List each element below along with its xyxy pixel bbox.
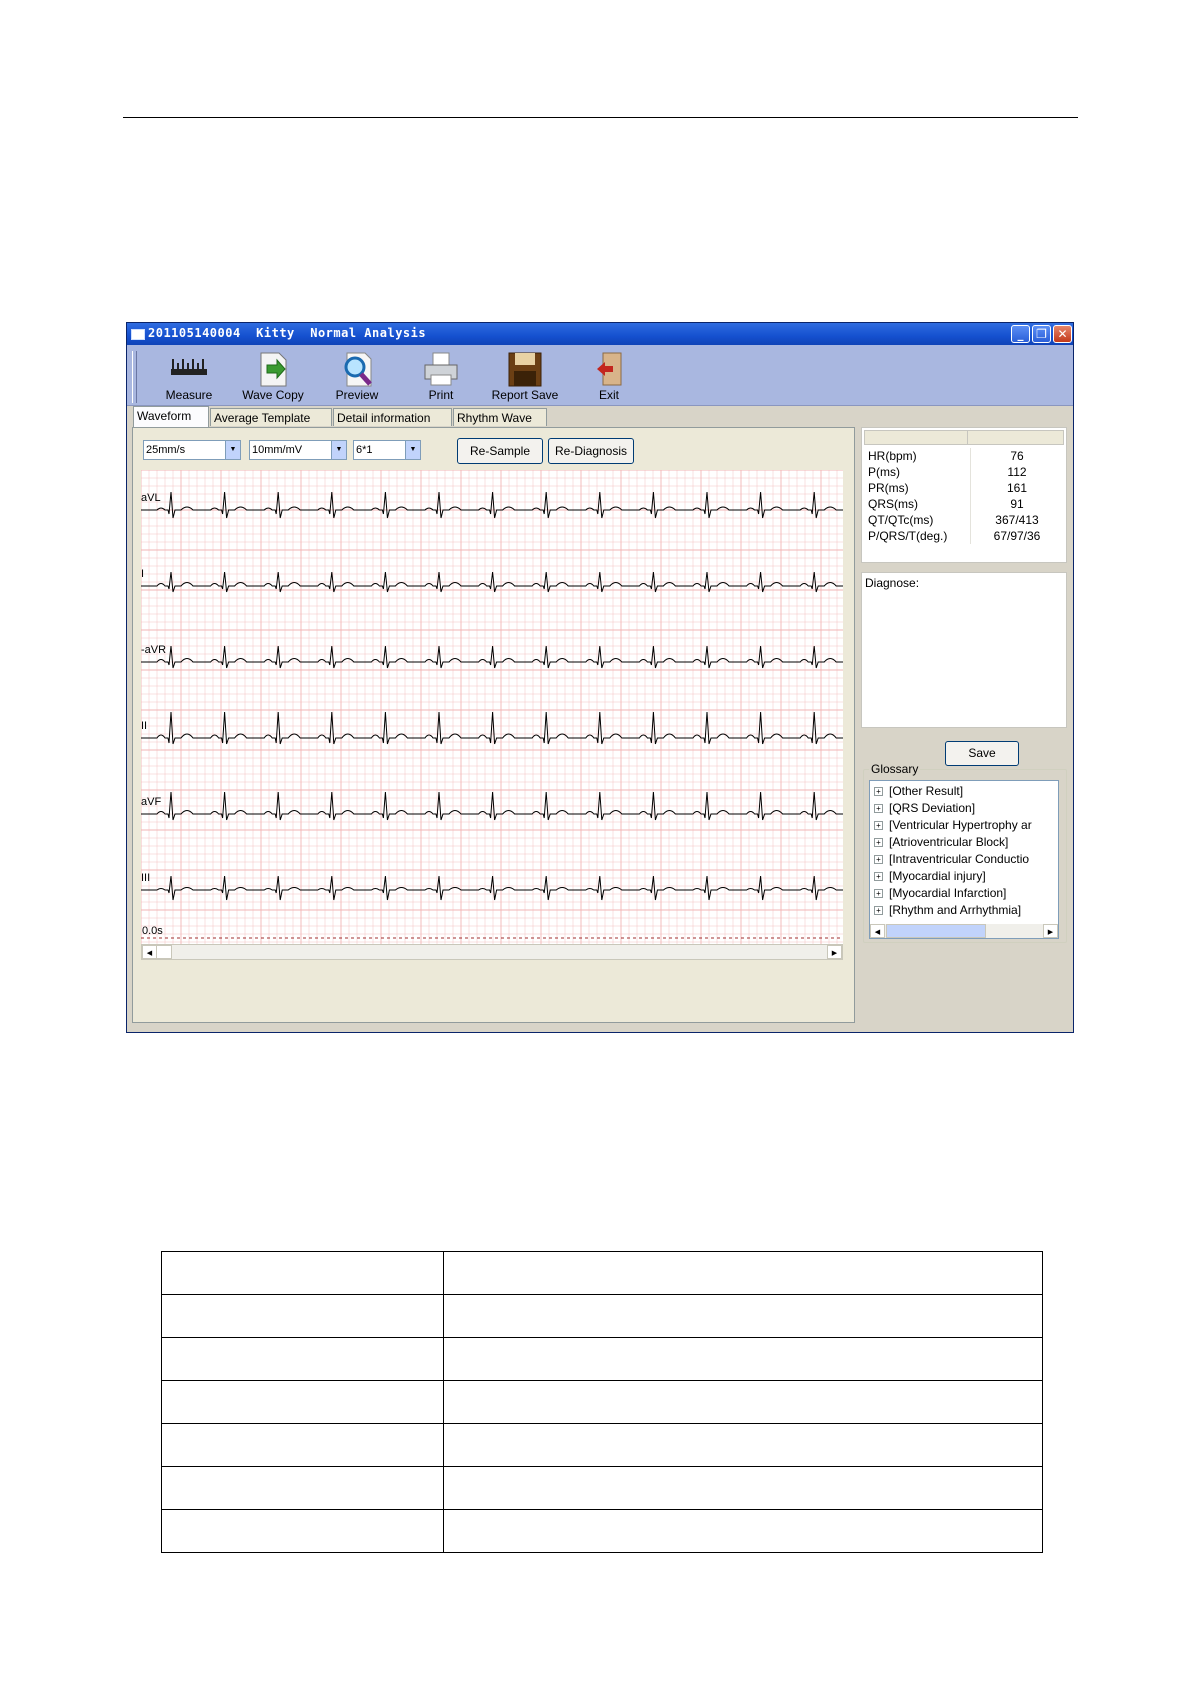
ecg-trace-avl bbox=[141, 492, 843, 518]
print-label: Print bbox=[428, 388, 454, 402]
printer-icon bbox=[421, 351, 461, 387]
glossary-item-label: [Atrioventricular Block] bbox=[889, 835, 1009, 849]
measurement-value: 91 bbox=[970, 496, 1063, 512]
expand-plus-icon[interactable]: + bbox=[874, 889, 883, 898]
toolbar bbox=[127, 345, 1073, 406]
glossary-item-label: [Myocardial Infarction] bbox=[889, 886, 1007, 900]
table-cell bbox=[162, 1295, 444, 1338]
measurement-value: 112 bbox=[970, 464, 1063, 480]
gain-select[interactable] bbox=[249, 440, 347, 460]
table-cell bbox=[444, 1295, 1043, 1338]
time-label: 0.0s bbox=[142, 925, 163, 937]
window-title: 201105140004 Kitty Normal Analysis bbox=[148, 326, 427, 340]
scroll-thumb[interactable] bbox=[156, 945, 172, 959]
floppy-disk-icon bbox=[505, 351, 545, 387]
table-cell bbox=[162, 1252, 444, 1295]
glossary-item-label: [Other Result] bbox=[889, 784, 964, 798]
scroll-right-arrow-icon[interactable]: ▶ bbox=[827, 945, 842, 959]
print-button[interactable] bbox=[399, 351, 483, 403]
measurement-table bbox=[861, 427, 1067, 563]
tab-average-template[interactable]: Average Template bbox=[210, 408, 332, 426]
expand-plus-icon[interactable]: + bbox=[874, 855, 883, 864]
title-bar[interactable] bbox=[127, 323, 1073, 345]
table-cell bbox=[162, 1381, 444, 1424]
measurement-name: P(ms) bbox=[868, 465, 900, 479]
measurement-row bbox=[866, 480, 1062, 496]
measurement-name: PR(ms) bbox=[868, 481, 909, 495]
measurement-name: QRS(ms) bbox=[868, 497, 918, 511]
table-row bbox=[162, 1467, 1043, 1510]
measurement-row bbox=[866, 512, 1062, 528]
report-save-label: Report Save bbox=[491, 388, 559, 402]
measurement-row bbox=[866, 496, 1062, 512]
measurement-value: 67/97/36 bbox=[970, 528, 1063, 544]
measurement-value: 76 bbox=[970, 448, 1063, 464]
measurement-header bbox=[864, 430, 1064, 445]
speed-value: 25mm/s bbox=[146, 444, 186, 456]
diagnose-label: Diagnose: bbox=[865, 576, 920, 590]
table-row bbox=[162, 1295, 1043, 1338]
measurement-name: QT/QTc(ms) bbox=[868, 513, 934, 527]
glossary-item[interactable] bbox=[874, 868, 986, 884]
restore-button[interactable]: ❐ bbox=[1032, 325, 1051, 343]
table-row bbox=[162, 1510, 1043, 1553]
table-row bbox=[162, 1252, 1043, 1295]
measurement-value: 367/413 bbox=[970, 512, 1063, 528]
copy-document-icon bbox=[253, 351, 293, 387]
table-cell bbox=[444, 1467, 1043, 1510]
scroll-right-arrow-icon[interactable]: ▶ bbox=[1043, 924, 1058, 938]
table-row bbox=[162, 1381, 1043, 1424]
re-sample-button[interactable]: Re-Sample bbox=[457, 438, 543, 464]
tab-rhythm-wave[interactable]: Rhythm Wave bbox=[453, 408, 547, 426]
glossary-item-label: [Myocardial injury] bbox=[889, 869, 986, 883]
expand-plus-icon[interactable]: + bbox=[874, 804, 883, 813]
glossary-item-label: [QRS Deviation] bbox=[889, 801, 976, 815]
glossary-scrollbar[interactable] bbox=[870, 924, 1058, 938]
table-cell bbox=[444, 1338, 1043, 1381]
measurement-row bbox=[866, 528, 1062, 544]
measurement-name: P/QRS/T(deg.) bbox=[868, 529, 948, 543]
report-save-button[interactable] bbox=[483, 351, 567, 403]
glossary-item-label: [Ventricular Hypertrophy ar bbox=[889, 818, 1032, 832]
table-cell bbox=[444, 1252, 1043, 1295]
measurement-name: HR(bpm) bbox=[868, 449, 917, 463]
analysis-window bbox=[126, 322, 1074, 1033]
lead-label-iii: III bbox=[141, 872, 151, 884]
parameter-table bbox=[161, 1251, 1043, 1553]
speed-select[interactable] bbox=[143, 440, 241, 460]
chevron-down-icon[interactable]: ▼ bbox=[405, 441, 420, 459]
table-cell bbox=[444, 1510, 1043, 1553]
re-diagnosis-button[interactable]: Re-Diagnosis bbox=[548, 438, 634, 464]
glossary-item-label: [Intraventricular Conductio bbox=[889, 852, 1030, 866]
minimize-button[interactable]: _ bbox=[1011, 325, 1030, 343]
save-button[interactable]: Save bbox=[945, 741, 1019, 766]
lead-label-i: I bbox=[141, 568, 145, 580]
glossary-item[interactable] bbox=[874, 885, 1006, 901]
preview-label: Preview bbox=[335, 388, 379, 402]
table-cell bbox=[444, 1424, 1043, 1467]
ruler-icon bbox=[169, 351, 209, 385]
wave-copy-button[interactable] bbox=[231, 351, 315, 403]
lead-label-minus-avr: -aVR bbox=[141, 644, 167, 656]
header-rule bbox=[123, 117, 1078, 118]
glossary-group bbox=[863, 762, 1067, 943]
magnifier-icon bbox=[337, 351, 377, 387]
chevron-down-icon[interactable]: ▼ bbox=[331, 441, 346, 459]
ecg-waveform-area[interactable] bbox=[141, 470, 843, 944]
close-button[interactable]: ✕ bbox=[1053, 325, 1072, 343]
scroll-left-arrow-icon[interactable]: ◀ bbox=[142, 945, 157, 959]
wave-copy-label: Wave Copy bbox=[242, 388, 304, 402]
tab-detail-information[interactable]: Detail information bbox=[333, 408, 452, 426]
measurement-row bbox=[866, 448, 1062, 464]
scroll-thumb[interactable] bbox=[886, 924, 986, 938]
ecg-trace-minus-avr bbox=[141, 646, 843, 668]
glossary-item[interactable] bbox=[874, 834, 1008, 850]
exit-door-icon bbox=[589, 351, 629, 387]
glossary-item-label: [Rhythm and Arrhythmia] bbox=[889, 903, 1022, 917]
ecg-trace-iii bbox=[141, 876, 843, 900]
ecg-trace-ii bbox=[141, 712, 843, 744]
expand-plus-icon[interactable]: + bbox=[874, 821, 883, 830]
glossary-item[interactable] bbox=[874, 902, 1021, 918]
measurement-row bbox=[866, 464, 1062, 480]
exit-button[interactable] bbox=[567, 351, 651, 403]
waveform-panel bbox=[132, 427, 855, 1023]
table-cell bbox=[162, 1424, 444, 1467]
chevron-down-icon[interactable]: ▼ bbox=[225, 441, 240, 459]
diagnose-textarea[interactable] bbox=[861, 572, 1067, 728]
glossary-item[interactable] bbox=[874, 851, 1029, 867]
tab-waveform[interactable]: Waveform bbox=[133, 406, 209, 427]
table-row bbox=[162, 1424, 1043, 1467]
lead-label-avf: aVF bbox=[141, 796, 162, 808]
glossary-label: Glossary bbox=[871, 762, 919, 776]
lead-label-avl: aVL bbox=[141, 492, 161, 504]
scroll-left-arrow-icon[interactable]: ◀ bbox=[870, 924, 885, 938]
table-cell bbox=[162, 1338, 444, 1381]
expand-plus-icon[interactable]: + bbox=[874, 787, 883, 796]
table-row bbox=[162, 1338, 1043, 1381]
expand-plus-icon[interactable]: + bbox=[874, 838, 883, 847]
measure-label: Measure bbox=[165, 388, 213, 402]
expand-plus-icon[interactable]: + bbox=[874, 872, 883, 881]
table-cell bbox=[444, 1381, 1043, 1424]
glossary-item[interactable] bbox=[874, 783, 963, 799]
exit-label: Exit bbox=[598, 388, 619, 402]
glossary-item[interactable] bbox=[874, 817, 1032, 833]
gain-value: 10mm/mV bbox=[252, 444, 303, 456]
ecg-grid bbox=[141, 470, 843, 944]
measure-button[interactable] bbox=[147, 351, 231, 403]
lead-label-ii: II bbox=[141, 720, 148, 732]
measurement-value: 161 bbox=[970, 480, 1063, 496]
table-cell bbox=[162, 1510, 444, 1553]
layout-select[interactable] bbox=[353, 440, 421, 460]
preview-button[interactable] bbox=[315, 351, 399, 403]
waveform-scrollbar[interactable] bbox=[141, 944, 843, 960]
table-cell bbox=[162, 1467, 444, 1510]
glossary-tree[interactable] bbox=[869, 780, 1059, 939]
toolbar-grip[interactable] bbox=[132, 351, 137, 403]
layout-value: 6*1 bbox=[356, 444, 373, 456]
app-icon bbox=[131, 329, 145, 340]
glossary-item[interactable] bbox=[874, 800, 975, 816]
expand-plus-icon[interactable]: + bbox=[874, 906, 883, 915]
